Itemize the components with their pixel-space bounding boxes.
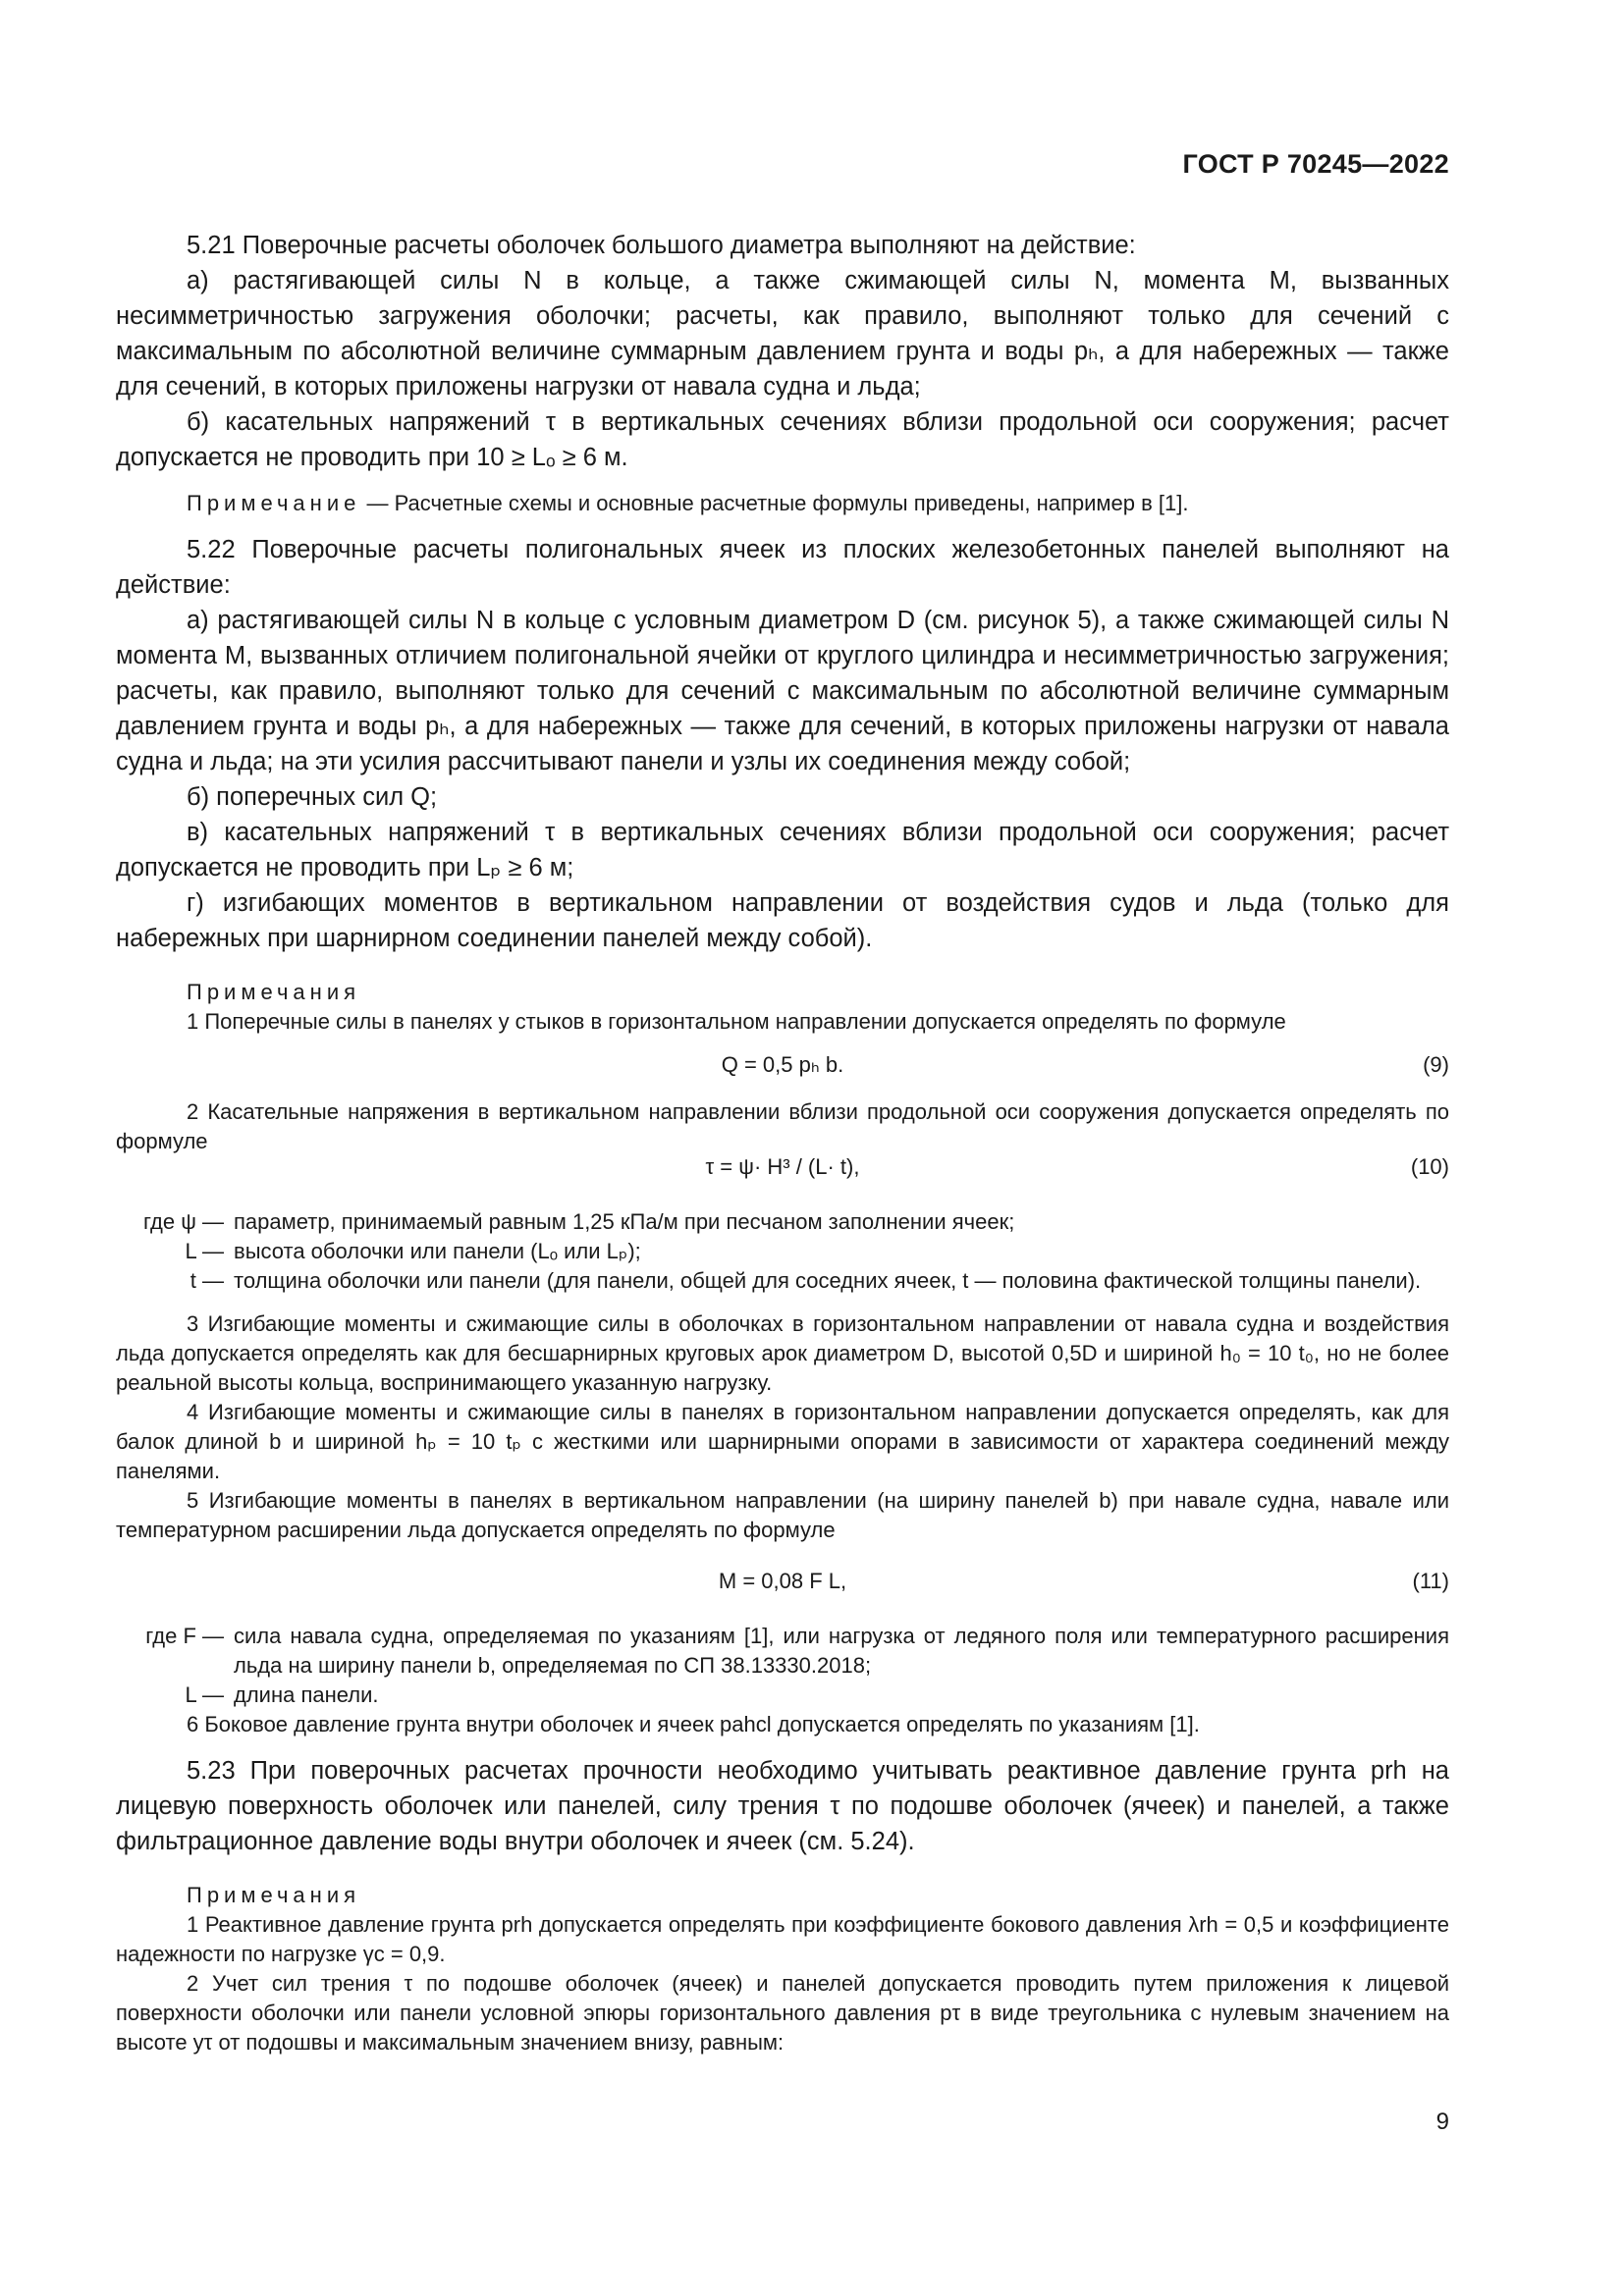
clause-5-22-item-b: б) поперечных сил Q; [187, 783, 438, 811]
note-1: 1 Поперечные силы в панелях у стыков в горизонтальном направлении допускается определять по формуле [187, 1009, 1286, 1034]
note-label: Примечание [187, 491, 361, 515]
where-list-11 [116, 1622, 1449, 1710]
where-item [116, 1237, 1449, 1266]
clause-5-23-intro: 5.23 При поверочных расчетах прочности необходимо учитывать реактивное давление грунта prh на лицевую поверхность оболочек или панелей, силу трения τ по подошве оболочек (ячеек) и панелей, а также фильтрационное давление воды внутри оболочек и ячеек (см. 5.24). [116, 1757, 1449, 1855]
formula-9-text: Q = 0,5 pₕ b. [721, 1052, 844, 1077]
where-item [116, 1207, 1449, 1237]
where-list-10 [116, 1207, 1449, 1296]
where-description: параметр, принимаемый равным 1,25 кПа/м при песчаном заполнении ячеек; [234, 1209, 1015, 1234]
where-item [116, 1266, 1449, 1296]
document-header: ГОСТ Р 70245—2022 [1182, 149, 1449, 179]
clause-5-21-item-a: а) растягивающей силы N в кольце, а также сжимающей силы N, момента M, вызванных несимметричностью загружения оболочки; расчеты, как правило, выполняют только для сечений с максимальным по абсолютной величине суммарным давлением грунта и воды pₕ, а для набережных — также для сечений, в которых приложены нагрузки от навала судна и льда; [116, 267, 1449, 400]
note-3: 3 Изгибающие моменты и сжимающие силы в оболочках в горизонтальном направлении от навала судна и воздействия льда допускается определять как для бесшарнирных круговых арок диаметром D, высотой 0,5D и шириной h₀ = 10 t₀, но не более реальной высоты кольца, воспринимающего указанную нагрузку. [116, 1311, 1449, 1395]
clause-5-21-item-b: б) касательных напряжений τ в вертикальных сечениях вблизи продольной оси сооружения; расчет допускается не проводить при 10 ≥ Lₒ ≥ 6 м. [116, 408, 1449, 471]
clause-5-21-note [116, 489, 1449, 518]
notes-label: Примечания [187, 980, 361, 1004]
note-2: 2 Касательные напряжения в вертикальном направлении вблизи продольной оси сооружения допускается определять по формуле [116, 1099, 1449, 1153]
formula-10-text: τ = ψ· H³ / (L· t), [705, 1154, 860, 1179]
formula-10-number: (10) [1410, 1154, 1449, 1179]
note-5: 5 Изгибающие моменты в панелях в вертикальном направлении (на ширину панелей b) при навале судна, навале или температурном расширении льда допускается определять по формуле [116, 1488, 1449, 1542]
notes-label: Примечания [187, 1883, 361, 1907]
formula-11-text: M = 0,08 F L, [718, 1569, 847, 1593]
formula-9 [116, 1050, 1449, 1084]
page-number: 9 [1435, 2109, 1449, 2135]
formula-11 [116, 1567, 1449, 1600]
clause-5-22-item-v: в) касательных напряжений τ в вертикальных сечениях вблизи продольной оси сооружения; расчет допускается не проводить при Lₚ ≥ 6 м; [116, 819, 1449, 881]
note-text: — Расчетные схемы и основные расчетные формулы приведены, например в [1]. [360, 491, 1189, 515]
page-content [116, 228, 1449, 2057]
clause-5-22-item-a: а) растягивающей силы N в кольце с условным диаметром D (см. рисунок 5), а также сжимающей силы N момента M, вызванных отличием полигональной ячейки от круглого цилиндра и несимметричностью загружения; расчеты, как правило, выполняют только для сечений с максимальным по абсолютной величине суммарным давлением грунта и воды pₕ, а для набережных — также для сечений, в которых приложены нагрузки от навала судна и льда; на эти усилия рассчитывают панели и узлы их соединения между собой; [116, 607, 1449, 775]
note-4: 4 Изгибающие моменты и сжимающие силы в панелях в горизонтальном направлении допускается определять, как для балок длиной b и шириной hₚ = 10 tₚ с жесткими или шарнирными опорами в зависимости от характера соединений между панелями. [116, 1400, 1449, 1483]
note-1: 1 Реактивное давление грунта prh допускается определять при коэффициенте бокового давления λrh = 0,5 и коэффициенте надежности по нагрузке γc = 0,9. [116, 1912, 1449, 1966]
where-description: сила навала судна, определяемая по указаниям [1], или нагрузка от ледяного поля или температурного расширения льда на ширину панели b, определяемая по СП 38.13330.2018; [234, 1624, 1449, 1678]
where-symbol: L — [185, 1239, 224, 1263]
where-description: высота оболочки или панели (Lₒ или Lₚ); [234, 1239, 641, 1263]
where-symbol: где ψ — [142, 1209, 224, 1234]
where-symbol: где F — [145, 1624, 224, 1648]
note-2: 2 Учет сил трения τ по подошве оболочек (ячеек) и панелей допускается проводить путем приложения к лицевой поверхности оболочки или панели условной эпюры горизонтального давления pτ в виде треугольника с нулевым значением на высоте yτ от подошвы и максимальным значением внизу, равным: [116, 1971, 1449, 2055]
where-description: толщина оболочки или панели (для панели, общей для соседних ячеек, t — половина фактической толщины панели). [234, 1268, 1422, 1293]
clause-5-22-intro: 5.22 Поверочные расчеты полигональных ячеек из плоских железобетонных панелей выполняют на действие: [116, 536, 1449, 599]
clause-5-21-intro: 5.21 Поверочные расчеты оболочек большого диаметра выполняют на действие: [187, 232, 1136, 259]
where-item [116, 1681, 1449, 1710]
formula-10 [116, 1152, 1449, 1186]
note-6: 6 Боковое давление грунта внутри оболочек и ячеек pahcl допускается определять по указаниям [1]. [187, 1712, 1200, 1736]
where-symbol: t — [189, 1268, 224, 1293]
clause-5-22-item-g: г) изгибающих моментов в вертикальном направлении от воздействия судов и льда (только для набережных при шарнирном соединении панелей между собой). [116, 889, 1449, 952]
where-item [116, 1622, 1449, 1681]
where-symbol: L — [185, 1682, 224, 1707]
formula-9-number: (9) [1423, 1052, 1449, 1077]
where-description: длина панели. [234, 1682, 379, 1707]
formula-11-number: (11) [1412, 1569, 1449, 1593]
